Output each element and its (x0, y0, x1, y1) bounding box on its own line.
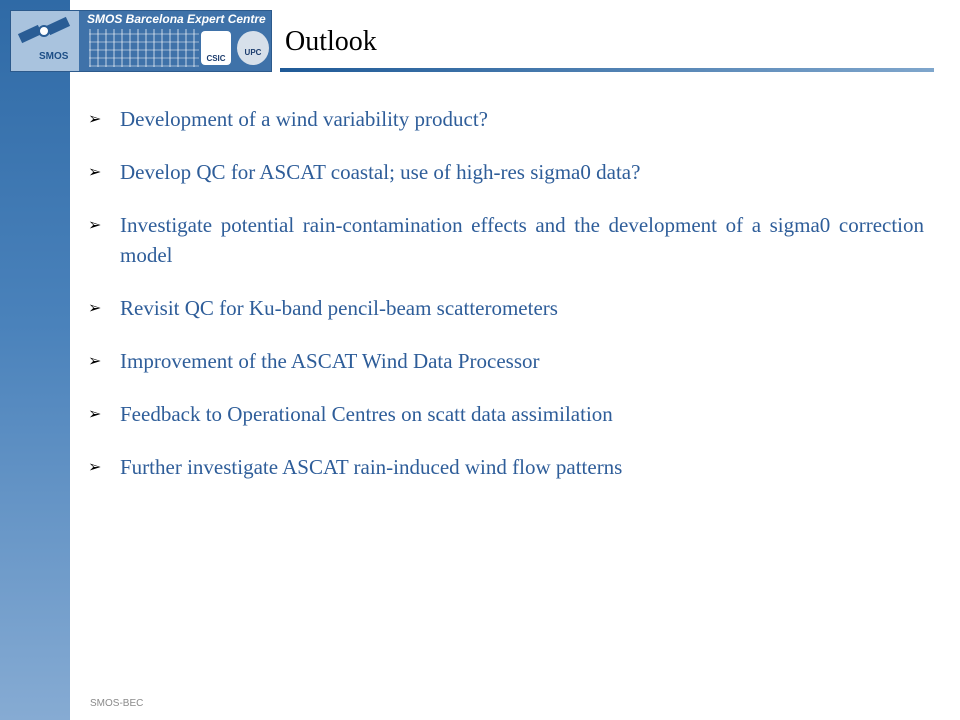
arrow-bullet-icon: ➢ (88, 298, 102, 317)
arrow-bullet-icon: ➢ (88, 162, 102, 181)
building-graphic (89, 29, 199, 67)
bullet-item: ➢ Investigate potential rain-contamination effects and the development of a sigma0 correction model (88, 210, 924, 270)
title-underline (280, 68, 934, 72)
satellite-logo-icon (11, 11, 79, 71)
logo-title: SMOS Barcelona Expert Centre (87, 12, 266, 26)
footer-label: SMOS-BEC (90, 698, 144, 709)
arrow-bullet-icon: ➢ (88, 404, 102, 423)
bullet-item: ➢ Improvement of the ASCAT Wind Data Processor (88, 346, 924, 376)
side-bar (0, 0, 70, 720)
bullet-item: ➢ Further investigate ASCAT rain-induced wind flow patterns (88, 452, 924, 482)
upc-logo: UPC (237, 31, 269, 65)
logo-smos-text: SMOS (39, 51, 69, 62)
bullet-item: ➢ Revisit QC for Ku-band pencil-beam scatterometers (88, 293, 924, 323)
arrow-bullet-icon: ➢ (88, 351, 102, 370)
arrow-bullet-icon: ➢ (88, 457, 102, 476)
arrow-bullet-icon: ➢ (88, 215, 102, 234)
bullet-list (88, 104, 924, 505)
csic-logo: CSIC (201, 31, 231, 65)
bullet-item: ➢ Development of a wind variability product? (88, 104, 924, 134)
smos-bec-logo (10, 10, 272, 72)
arrow-bullet-icon: ➢ (88, 109, 102, 128)
bullet-item: ➢ Feedback to Operational Centres on scatt data assimilation (88, 399, 924, 429)
slide-title: Outlook (285, 26, 377, 57)
bullet-item: ➢ Develop QC for ASCAT coastal; use of high-res sigma0 data? (88, 157, 924, 187)
